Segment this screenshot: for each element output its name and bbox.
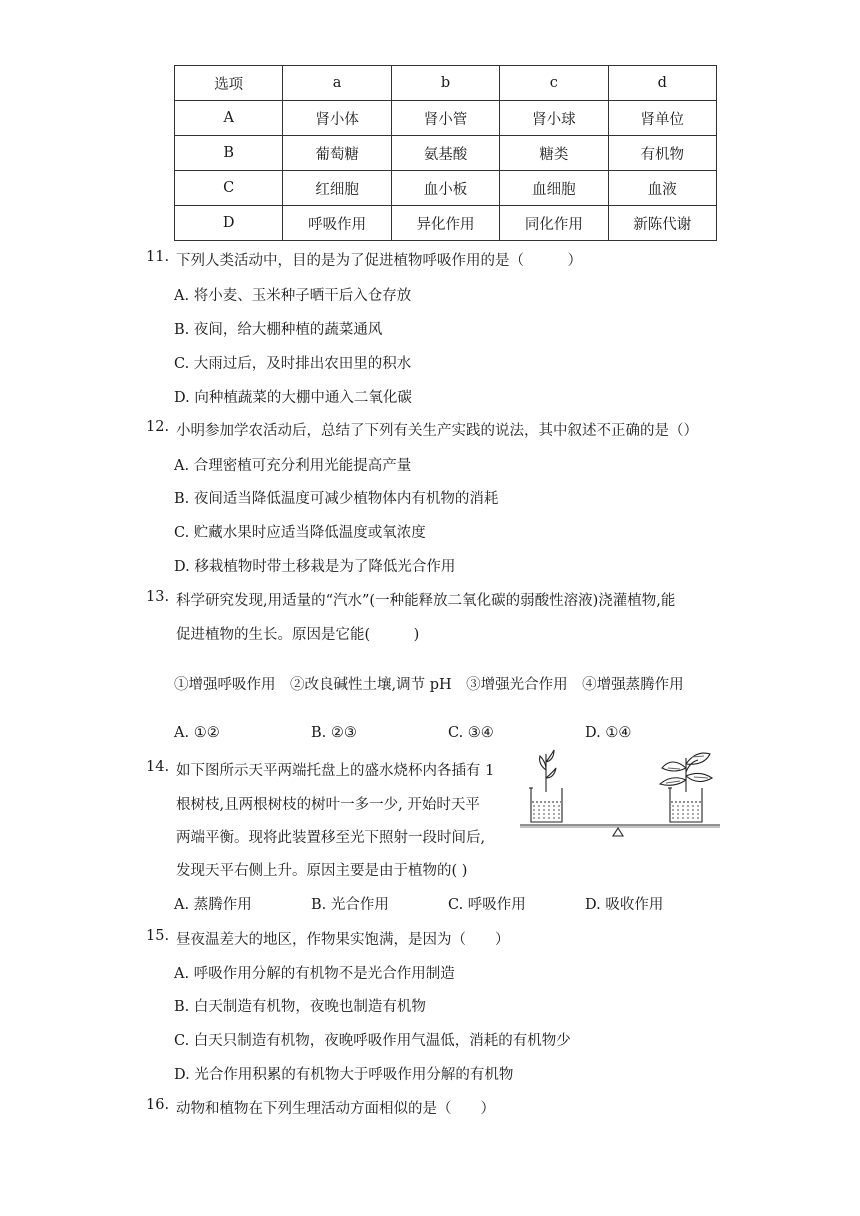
options-table-body	[175, 66, 717, 241]
balance-figure	[520, 748, 720, 840]
table-header-cell: d	[608, 66, 716, 101]
table-cell: 肾小球	[500, 101, 608, 136]
question-12-option-c: C. 贮藏水果时应适当降低温度或氧浓度	[174, 525, 426, 541]
table-row	[175, 206, 717, 241]
table-cell: 血细胞	[500, 171, 608, 206]
question-12-text: 小明参加学农活动后，总结了下列有关生产实践的说法，其中叙述不正确的是（）	[176, 423, 698, 439]
question-13-statement: ①增强呼吸作用 ②改良碱性土壤,调节 pH ③增强光合作用 ④增强蒸腾作用	[174, 677, 684, 693]
table-cell: A	[175, 101, 283, 136]
question-15-option-b: B. 白天制造有机物，夜晚也制造有机物	[174, 999, 426, 1015]
table-cell: 有机物	[608, 136, 716, 171]
table-cell: 肾小管	[391, 101, 499, 136]
options-table	[174, 65, 717, 241]
table-cell: D	[175, 206, 283, 241]
table-cell: 血小板	[391, 171, 499, 206]
table-row	[175, 136, 717, 171]
question-11-text: 下列人类活动中，目的是为了促进植物呼吸作用的是（ ）	[176, 253, 582, 269]
question-11-option-d: D. 向种植蔬菜的大棚中通入二氧化碳	[174, 390, 412, 406]
left-beaker-icon	[529, 788, 562, 822]
question-14-number: 14.	[146, 759, 170, 775]
table-header-cell: b	[391, 66, 499, 101]
table-header-cell: a	[283, 66, 391, 101]
fulcrum-icon	[613, 828, 623, 836]
table-cell: 异化作用	[391, 206, 499, 241]
question-12-option-a: A. 合理密植可充分利用光能提高产量	[174, 458, 412, 474]
table-cell: C	[175, 171, 283, 206]
question-16-number: 16.	[146, 1097, 170, 1113]
question-15-text: 昼夜温差大的地区，作物果实饱满，是因为（ ）	[176, 932, 510, 948]
question-15-number: 15.	[146, 928, 170, 944]
question-14-text-line3: 两端平衡。现将此装置移至光下照射一段时间后,	[176, 830, 486, 846]
question-13-option-a: A. ①②	[174, 725, 220, 741]
table-cell: 新陈代谢	[608, 206, 716, 241]
question-14-text-line1: 如下图所示天平两端托盘上的盛水烧杯内各插有 1	[176, 763, 495, 779]
question-14-option-b: B. 光合作用	[311, 897, 389, 913]
question-13-option-d: D. ①④	[585, 725, 632, 741]
table-header-cell: 选项	[175, 66, 283, 101]
table-cell: B	[175, 136, 283, 171]
left-plant-icon	[540, 750, 556, 792]
question-13-text-line2: 促进植物的生长。原因是它能( )	[176, 627, 420, 643]
table-cell: 肾小体	[283, 101, 391, 136]
question-12-number: 12.	[146, 419, 170, 435]
table-cell: 葡萄糖	[283, 136, 391, 171]
question-14-option-d: D. 吸收作用	[585, 897, 664, 913]
table-header-cell: c	[500, 66, 608, 101]
table-cell: 呼吸作用	[283, 206, 391, 241]
table-cell: 肾单位	[608, 101, 716, 136]
table-cell: 红细胞	[283, 171, 391, 206]
question-13-text-line1: 科学研究发现,用适量的“汽水”(一种能释放二氧化碳的弱酸性溶液)浇灌植物,能	[176, 593, 676, 609]
question-13-option-b: B. ②③	[311, 725, 357, 741]
table-cell: 氨基酸	[391, 136, 499, 171]
question-11-option-a: A. 将小麦、玉米种子晒干后入仓存放	[174, 288, 412, 304]
table-header-row	[175, 66, 717, 101]
question-13-option-c: C. ③④	[448, 725, 494, 741]
question-11-number: 11.	[146, 249, 170, 265]
question-14-text-line2: 根树枝,且两根树枝的树叶一多一少, 开始时天平	[176, 797, 480, 813]
question-14-option-a: A. 蒸腾作用	[174, 897, 252, 913]
table-cell: 同化作用	[500, 206, 608, 241]
question-15-option-a: A. 呼吸作用分解的有机物不是光合作用制造	[174, 966, 455, 982]
question-14-text-line4: 发现天平右侧上升。原因主要是由于植物的( )	[176, 863, 468, 879]
question-11-option-b: B. 夜间，给大棚种植的蔬菜通风	[174, 322, 383, 338]
table-row	[175, 101, 717, 136]
question-15-option-c: C. 白天只制造有机物，夜晚呼吸作用气温低，消耗的有机物少	[174, 1033, 571, 1049]
table-cell: 糖类	[500, 136, 608, 171]
table-cell: 血液	[608, 171, 716, 206]
question-14-option-c: C. 呼吸作用	[448, 897, 526, 913]
question-11-option-c: C. 大雨过后，及时排出农田里的积水	[174, 356, 412, 372]
question-15-option-d: D. 光合作用积累的有机物大于呼吸作用分解的有机物	[174, 1067, 514, 1083]
question-12-option-d: D. 移栽植物时带土移栽是为了降低光合作用	[174, 559, 456, 575]
question-12-option-b: B. 夜间适当降低温度可减少植物体内有机物的消耗	[174, 491, 499, 507]
right-beaker-icon	[668, 788, 702, 822]
right-plant-icon	[660, 753, 712, 792]
question-16-text: 动物和植物在下列生理活动方面相似的是（ ）	[176, 1101, 495, 1117]
table-row	[175, 171, 717, 206]
question-13-number: 13.	[146, 589, 170, 605]
